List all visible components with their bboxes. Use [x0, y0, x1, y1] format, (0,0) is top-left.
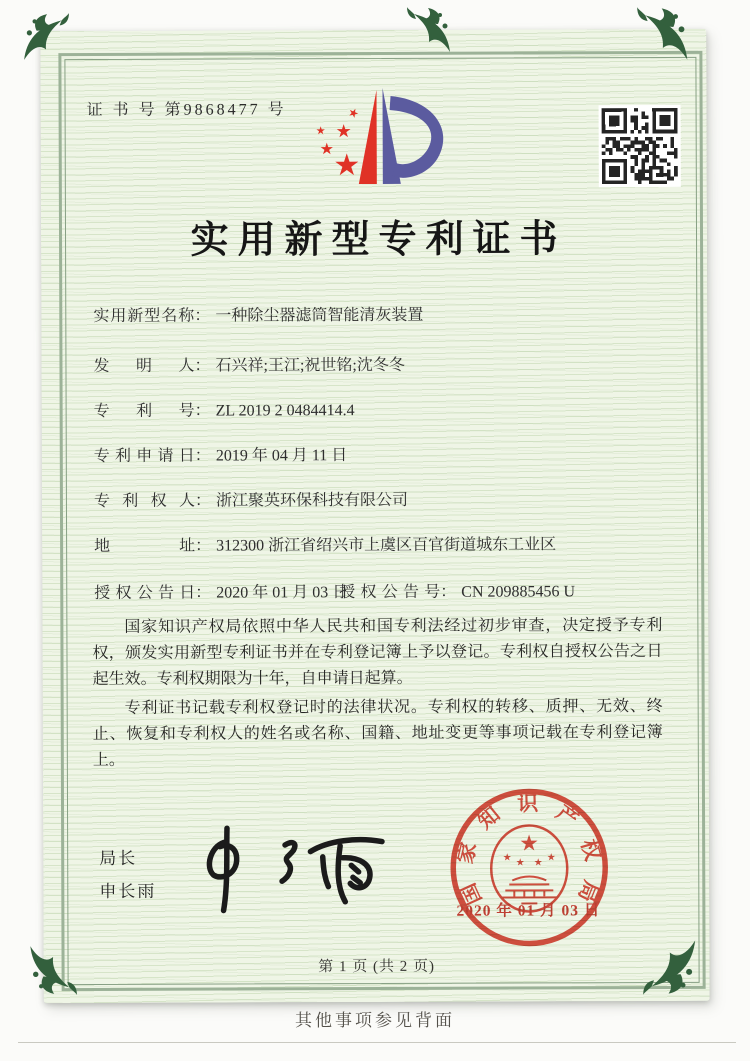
qr-code — [599, 105, 681, 187]
svg-text:★: ★ — [319, 141, 334, 159]
floral-ornament-icon — [20, 12, 70, 62]
field-value: CN 209885456 U — [461, 583, 576, 601]
floral-ornament-icon — [636, 6, 692, 62]
star-icon — [316, 104, 362, 182]
certificate-page — [40, 29, 709, 1003]
floral-ornament-icon — [642, 938, 700, 996]
cnipa-logo-icon — [306, 84, 456, 197]
signer-title: 局长 — [99, 848, 138, 868]
field-value: ZL 2019 2 0484414.4 — [215, 402, 355, 420]
field-row-inventors — [93, 351, 667, 376]
svg-text:★: ★ — [519, 830, 540, 856]
svg-text:★: ★ — [333, 149, 361, 183]
field-row-patent-number — [94, 396, 668, 421]
floral-ornament-icon — [26, 944, 78, 996]
field-row-grant — [94, 578, 668, 603]
grant-number-pair — [339, 578, 575, 602]
seal-date: 2020 年 01 月 03 日 — [456, 902, 601, 920]
field-label: 专利申请日 — [93, 447, 195, 465]
field-value: 浙江聚英环保科技有限公司 — [215, 491, 409, 510]
svg-text:★: ★ — [502, 852, 512, 864]
field-value: 312300 浙江省绍兴市上虞区百官街道城东工业区 — [216, 536, 557, 555]
field-label: 授权公告号 — [339, 583, 441, 602]
official-seal — [446, 784, 613, 951]
field-label: 授权公告日 — [94, 584, 196, 602]
field-row-invention-name — [93, 301, 667, 326]
label-colon: ： — [194, 492, 211, 510]
field-value: 2020 年 01 月 03 日 — [216, 584, 349, 602]
national-emblem-icon — [491, 825, 567, 911]
legal-paragraph: 国家知识产权局依照中华人民共和国专利法经过初步审查，决定授予专利权，颁发实用新型专利证书并在专利登记簿上予以登记。专利权自授权公告之日起生效。专利权期限为十年，自申请日起算。 — [92, 616, 663, 688]
field-row-filing-date — [94, 441, 668, 466]
field-label: 专 利 权 人 — [93, 492, 195, 510]
field-value: 2019 年 04 月 11 日 — [215, 447, 348, 465]
svg-text:★: ★ — [515, 857, 525, 869]
field-row-patentee — [94, 486, 668, 511]
back-side-note: 其他事项参见背面 — [295, 1011, 455, 1030]
certificate-number: 证 书 号 第9868477 号 — [86, 101, 287, 120]
certificate-title: 实用新型专利证书 — [190, 218, 567, 262]
field-label: 实用新型名称 — [93, 307, 195, 325]
seal-ring-text: 国家知识产权局 — [452, 791, 606, 909]
label-colon: ： — [194, 307, 211, 325]
floral-ornament-icon — [406, 6, 454, 54]
legal-paragraph: 专利证书记载专利权登记时的法律状况。专利权的转移、质押、无效、终止、恢复和专利权人的姓名或名称、国籍、地址变更等事项记载在专利登记簿上。 — [92, 697, 663, 769]
sheet-edge-line — [18, 1042, 736, 1043]
field-label: 地 址 — [94, 537, 196, 555]
label-colon: ： — [195, 537, 212, 555]
label-colon: ： — [194, 447, 211, 465]
label-colon: ： — [440, 583, 457, 601]
svg-text:★: ★ — [335, 121, 352, 142]
field-label: 专 利 号 — [93, 402, 195, 420]
legal-text-block — [92, 613, 663, 776]
field-value: 一种除尘器滤筒智能清灰装置 — [215, 306, 424, 325]
label-colon: ： — [194, 357, 211, 375]
svg-text:★: ★ — [546, 852, 556, 864]
svg-text:★: ★ — [533, 857, 543, 869]
field-row-address — [94, 531, 668, 556]
signer-name: 申长雨 — [99, 881, 157, 901]
label-colon: ： — [194, 402, 211, 420]
label-colon: ： — [195, 584, 212, 602]
page-footer: 第 1 页 (共 2 页) — [318, 958, 435, 976]
grant-date-pair — [94, 584, 348, 602]
field-label: 发 明 人 — [93, 357, 195, 375]
field-value: 石兴祥;王江;祝世铭;沈冬冬 — [215, 356, 405, 375]
signature-handwriting — [189, 810, 409, 922]
svg-text:★: ★ — [315, 125, 326, 138]
svg-text:★: ★ — [345, 104, 362, 122]
